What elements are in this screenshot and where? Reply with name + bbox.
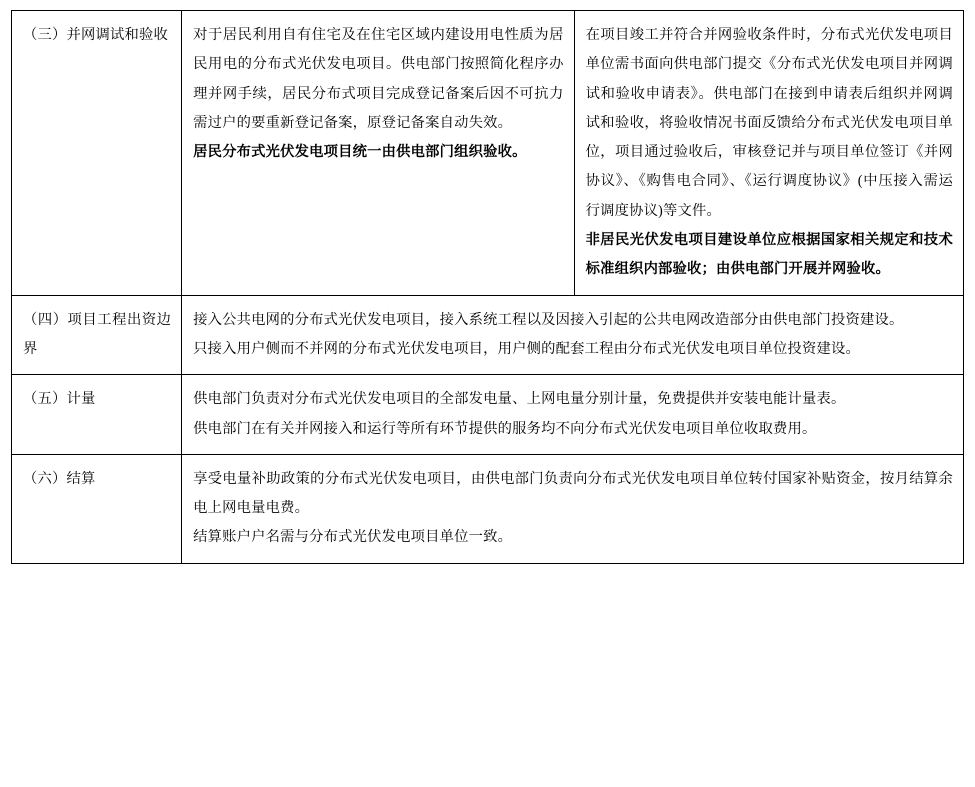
paragraph: 供电部门负责对分布式光伏发电项目的全部发电量、上网电量分别计量，免费提供并安装电能计量表。 (193, 391, 846, 408)
row-content-wide (182, 375, 964, 455)
row-label-cell (12, 375, 182, 455)
table-row (12, 375, 964, 455)
row-content-right (574, 11, 963, 296)
row-content-wide (182, 295, 964, 375)
row-label: （五）计量 (23, 391, 96, 408)
paragraph: 在项目竣工并符合并网验收条件时，分布式光伏发电项目单位需书面向供电部门提交《分布式光伏发电项目并网调试和验收申请表》。供电部门在接到申请表后组织并网调试和验收，将验收情况书面反馈给分布式光伏发电项目单位，项目通过验收后，审核登记并与项目单位签订《并网协议》、《购售电合同》、《运行调度协议》(中压接入需运行调度协议)等文件。 (585, 27, 953, 219)
row-label: （四）项目工程出资边界 (23, 311, 172, 357)
row-label-cell (12, 454, 182, 563)
paragraph: 接入公共电网的分布式光伏发电项目，接入系统工程以及因接入引起的公共电网改造部分由供电部门投资建设。 (193, 311, 904, 328)
paragraph-emphasis: 非居民光伏发电项目建设单位应根据国家相关规定和技术标准组织内部验收；由供电部门开展并网验收。 (585, 232, 953, 278)
row-content-middle (182, 11, 574, 296)
paragraph: 享受电量补助政策的分布式光伏发电项目，由供电部门负责向分布式光伏发电项目单位转付国家补贴资金，按月结算余电上网电量电费。 (193, 470, 953, 517)
table-row (12, 454, 964, 563)
paragraph: 对于居民利用自有住宅及在住宅区域内建设用电性质为居民用电的分布式光伏发电项目。供电部门按照简化程序办理并网手续，居民分布式项目完成登记备案后因不可抗力需过户的要重新登记备案，原登记备案自动失效。 (193, 27, 564, 131)
paragraph: 只接入用户侧而不并网的分布式光伏发电项目，用户侧的配套工程由分布式光伏发电项目单位投资建设。 (193, 340, 861, 357)
table-row (12, 295, 964, 375)
row-content-wide (182, 454, 964, 563)
paragraph-emphasis: 居民分布式光伏发电项目统一由供电部门组织验收。 (193, 144, 527, 161)
paragraph: 供电部门在有关并网接入和运行等所有环节提供的服务均不向分布式光伏发电项目单位收取费用。 (193, 420, 817, 437)
table-body (12, 11, 964, 564)
table-row (12, 11, 964, 296)
regulation-table (11, 10, 964, 564)
row-label: （三）并网调试和验收 (23, 27, 168, 43)
paragraph: 结算账户户名需与分布式光伏发电项目单位一致。 (193, 529, 513, 546)
row-label-cell (12, 11, 182, 296)
row-label: （六）结算 (23, 470, 96, 487)
row-label-cell (12, 295, 182, 375)
